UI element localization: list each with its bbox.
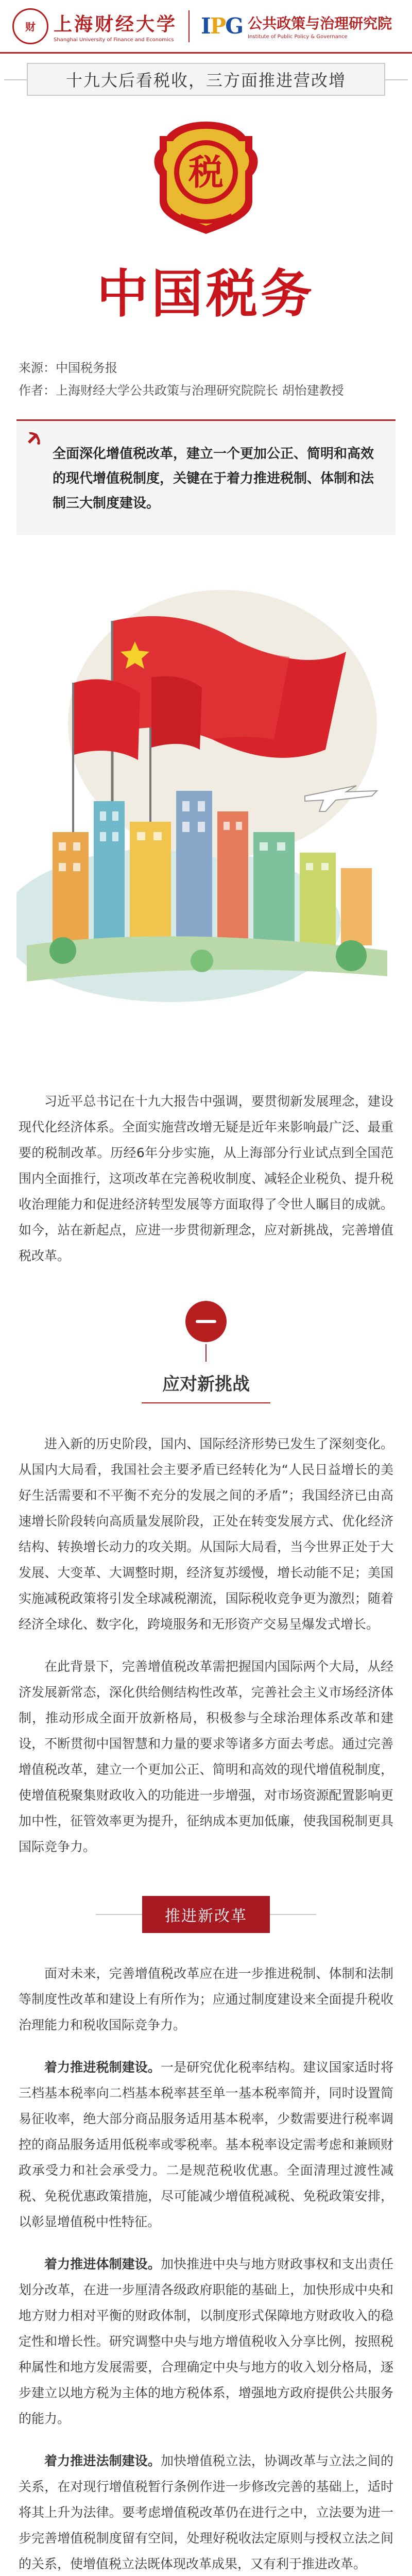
university-name: 上海财经大学 (54, 13, 178, 35)
article-body (0, 1089, 412, 1269)
ipg-logo-icon: IPG (201, 13, 243, 39)
section-challenge-title: 应对新挑战 (142, 1370, 270, 1403)
paragraph-lead: 着力推进体制建设。 (44, 2257, 161, 2272)
header-divider (188, 10, 190, 42)
section2-paragraph: 着力推进税制建设。一是研究优化税率结构。建议国家适时将三档基本税率向二档基本税率甚至单一基本税率简并，同时设置简易征收率，绝大部分商品服务适用基本税率，少数需要进行税率调控的商品服务适用低税率或零税率。基本税率设定需考虑和兼顾财政承受力和社会承受力。二是规范税收优惠。全面清理过渡性减税、免税优惠政策措施，尽可能减少增值税减税、免税政策安排，以彰显增值税中性特征。 (19, 2060, 393, 2229)
intro-paragraph: 习近平总书记在十九大报告中强调，要贯彻新发展理念，建设现代化经济体系。全面实施营改增无疑是近年来影响最广泛、最重要的税制改革。历经6年分步实施，从上海部分行业试点到全国范围内全面推行，这项改革在完善税收制度、减轻企业税负、提升税收治理能力和促进经济转型发展等方面取得了令世人瞩目的成就。如今，站在新起点，应进一步贯彻新理念，应对新挑战，完善增值税改革。 (19, 1094, 393, 1263)
article-meta (0, 357, 412, 402)
section-reform-header (0, 1896, 412, 1933)
page-header (0, 0, 412, 54)
article-title-banner (27, 63, 385, 96)
university-name-en: Shanghai University of Finance and Economics (54, 37, 174, 43)
institute-name: 公共政策与治理研究院 (248, 15, 392, 32)
tax-emblem-icon (149, 118, 263, 237)
emblem-text: 中国税务 (97, 263, 315, 324)
paragraph-lead: 着力推进税制建设。 (44, 2060, 161, 2075)
section2-paragraph: 着力推进法制建设。加快增值税立法，协调改革与立法之间的关系，在对现行增值税暂行条例作进一步修改完善的基础上，适时将其上升为法律。要考虑增值税改革仍在进行之中，立法要为进一步完善增值税制度留有空间，处理好税收法定原则与授权立法之间的关系，使增值税立法既体现改革成果，又有利于推进改革。 (19, 2453, 393, 2571)
summary-text: 全面深化增值税改革，建立一个更加公正、简明和高效的现代增值税制度，关键在于着力推进税制、体制和法制三大制度建设。 (53, 446, 374, 511)
article-title: 十九大后看税收，三方面推进营改增 (65, 71, 346, 90)
section-rule-right (270, 1914, 316, 1915)
section-reform-title: 推进新改革 (142, 1896, 270, 1933)
paragraph-lead: 着力推进法制建设。 (44, 2453, 161, 2468)
article-source: 来源：中国税务报 (19, 361, 117, 375)
article-author: 作者：上海财经大学公共政策与治理研究院院长 胡怡建教授 (19, 383, 344, 398)
section-rule-left (96, 1914, 142, 1915)
section-challenge-header (0, 1301, 412, 1403)
section-reform-body (0, 1961, 412, 2576)
section2-paragraph: 面对未来，完善增值税改革应在进一步推进税制、体制和法制等制度性改革和建设上有所作为；应通过制度建设来全面提升税收治理能力和税收国际竞争力。 (19, 1966, 393, 2032)
emblem-seal-char: 税 (188, 152, 224, 193)
section-connector-line (205, 1344, 207, 1362)
minus-circle-icon (185, 1301, 227, 1342)
tax-emblem (0, 118, 412, 327)
party-emblem-icon (25, 428, 43, 447)
city-flag-illustration-icon (16, 554, 396, 1022)
article-illustration (16, 554, 396, 1022)
summary-box (16, 419, 396, 535)
section1-paragraph: 进入新的历史阶段，国内、国际经济形势已发生了深刻变化。从国内大局看，我国社会主要矛盾已经转化为“人民日益增长的美好生活需要和不平衡不充分的发展之间的矛盾”；我国经济已由高速增长阶段转向高质量发展阶段，正处在转变发展方式、优化经济结构、转换增长动力的攻关期。从国际大局看，当今世界正处于大发展、大变革、大调整时期，经济复苏缓慢，增长动能不足；美国实施减税政策将引发全球减税潮流，国际税收竞争更为激烈；随着经济全球化、数字化，跨境服务和无形资产交易呈爆发式增长。 (19, 1436, 393, 1632)
section2-paragraph: 着力推进体制建设。加快推进中央与地方财政事权和支出责任划分改革，在进一步厘清各级政府职能的基础上，加快形成中央和地方财力相对平衡的财政体制，以制度形式保障地方财政收入的稳定性和增长性。研究调整中央与地方增值税收入分享比例，按照税种属性和地方发展需要，合理确定中央与地方的收入划分格局，逐步建立以地方税为主体的地方税体系，增强地方政府提供公共服务的能力。 (19, 2257, 393, 2426)
university-seal-icon: 财 (12, 8, 48, 44)
section1-paragraph: 在此背景下，完善增值税改革需把握国内国际两个大局，从经济发展新常态，深化供给侧结构性改革，完善社会主义市场经济体制，推动形成全面开放新格局，积极参与全球治理体系改革和建设，不断贯彻中国智慧和力量的要求等诸多方面去考虑。通过完善增值税改革，建立一个更加公正、简明和高效的现代增值税制度，使增值税聚集财政收入的功能进一步增强，对市场资源配置影响更加中性，征管效率更为提升，征纳成本更加低廉，使我国税制更具国际竞争力。 (19, 1659, 393, 1854)
institute-logo[interactable] (201, 12, 392, 40)
section-challenge-body (0, 1431, 412, 1860)
institute-name-en: Institute of Public Policy & Governance (248, 34, 348, 40)
university-logo[interactable] (12, 8, 177, 44)
